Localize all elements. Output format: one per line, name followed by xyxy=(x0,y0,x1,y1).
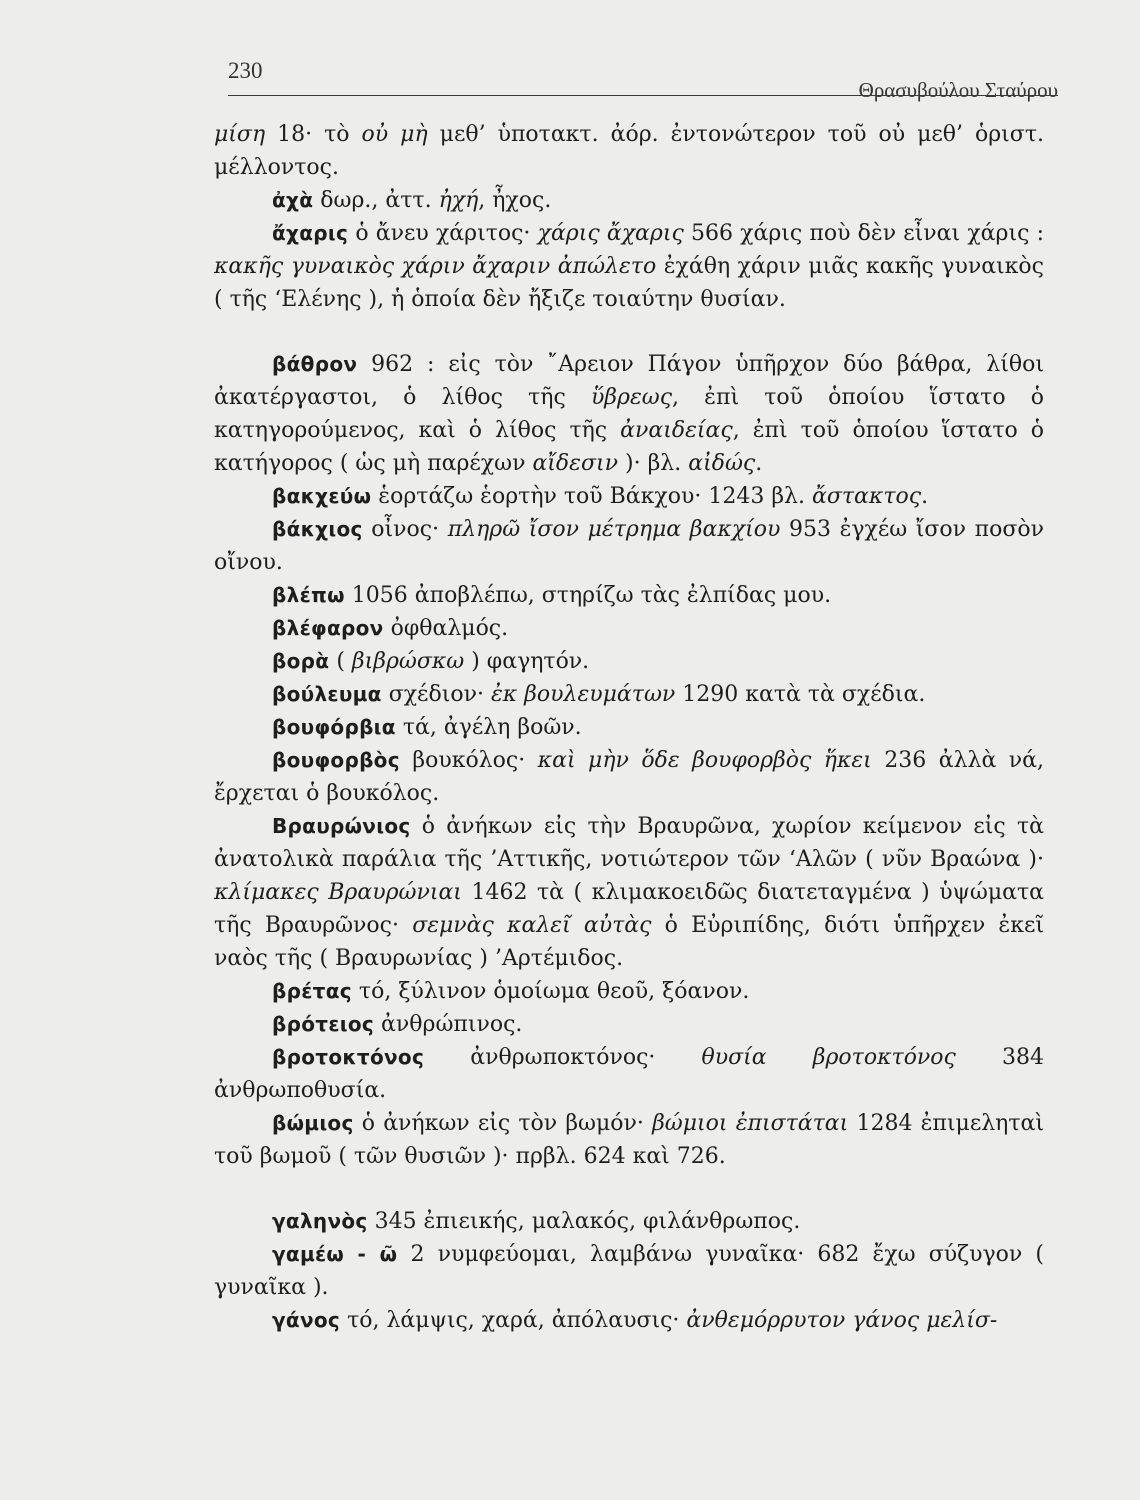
entry-headword: γαληνὸς xyxy=(272,1209,368,1233)
entry-text: ( xyxy=(329,649,352,674)
entry-text: ὁ Εὐριπίδης, διότι ὑπῆρχεν ἐκεῖ ναὸς τῆς ( Βραυρωνίας ) ’Αρτέμιδος. xyxy=(214,913,1044,971)
entry-headword: βάθρον xyxy=(272,352,358,376)
glossary-entry xyxy=(214,1238,1044,1304)
entry-text: ἑορτάζω ἑορτὴν τοῦ Βάκχου· 1243 βλ. xyxy=(371,484,812,509)
entry-text: ὁ ἀνήκων εἰς τὸν βωμόν· xyxy=(353,1111,653,1136)
entry-text: ὁ ἀνήκων εἰς τὴν Βραυρῶνα, χωρίον κείμενον εἰς τὰ ἀνατολικὰ παράλια τῆς ’Αττικῆς, νοτιώτερον τῶν ‘Αλῶν ( νῦν Βραώνα )· xyxy=(214,814,1044,872)
entry-headword: βροτοκτόνος xyxy=(272,1045,425,1069)
entry-text: , ἐπὶ τοῦ ὁποίου ἵστατο ὁ κατηγορούμενος, καὶ ὁ λίθος τῆς xyxy=(214,385,1044,443)
glossary-entry xyxy=(214,975,1044,1008)
entry-quotation: βώμιοι ἐπιστάται xyxy=(652,1111,849,1136)
entry-text: 2 νυμφεύομαι, λαμβάνω γυναῖκα· 682 ἔχω σύζυγον ( γυναῖκα ). xyxy=(214,1242,1044,1300)
entry-headword: βάκχιος xyxy=(272,517,363,541)
entry-headword: βούλευμα xyxy=(272,682,382,706)
entry-quotation: οὐ μὴ xyxy=(361,122,428,147)
entry-headword: βρότειος xyxy=(272,1012,375,1036)
glossary-entry xyxy=(214,217,1044,316)
glossary-entry xyxy=(214,612,1044,645)
entry-text: σχέδιον· xyxy=(381,682,491,707)
entry-text: . xyxy=(755,451,763,476)
entry-quotation: ἐκ βουλευμάτων xyxy=(490,682,676,707)
entry-quotation: σεμνὰς καλεῖ αὐτὰς xyxy=(412,913,652,938)
entry-headword: γαμέω - ῶ xyxy=(272,1242,398,1266)
entry-text: τό, ξύλινον ὁμοίωμα θεοῦ, ξόανον. xyxy=(351,979,750,1004)
entry-headword: βουφορβὸς xyxy=(272,748,400,772)
glossary-entry xyxy=(214,711,1044,744)
glossary-entry xyxy=(214,480,1044,513)
glossary-entry xyxy=(214,579,1044,612)
glossary-entry xyxy=(214,513,1044,579)
entry-headword: βακχεύω xyxy=(272,484,372,508)
entry-headword: βώμιος xyxy=(272,1111,354,1135)
entry-quotation: αἴδεσιν xyxy=(532,451,618,476)
entry-text: δωρ., ἀττ. xyxy=(313,188,439,213)
entry-headword: γάνος xyxy=(272,1308,341,1332)
entry-text: 384 ἀνθρωποθυσία. xyxy=(214,1045,1045,1103)
entry-text: τό, λάμψις, χαρά, ἀπόλαυσις· xyxy=(340,1308,687,1333)
entry-quotation: κακῆς γυναικὸς χάριν ἄχαριν ἀπώλετο xyxy=(214,254,657,279)
entry-text: ὁ ἄνευ χάριτος· xyxy=(348,221,538,246)
entry-headword: βουφόρβια xyxy=(272,715,396,739)
entry-headword: βορὰ xyxy=(272,649,330,673)
entry-quotation: βιβρώσκω xyxy=(351,649,465,674)
entry-quotation: πληρῶ ἴσον μέτρημα βακχίου xyxy=(447,517,781,542)
entry-text: 962 : εἰς τὸν ῎Αρειον Πάγον ὑπῆρχον δύο βάθρα, λίθοι ἀκατέργαστοι, ὁ λίθος τῆς xyxy=(214,352,1044,410)
entry-text: ἐχάθη χάριν μιᾶς κακῆς γυναικὸς ( τῆς ‘Ελένης ), ἡ ὁποία δὲν ἤξιζε τοιαύτην θυσίαν. xyxy=(214,254,1044,312)
entry-text: 1056 ἀποβλέπω, στηρίζω τὰς ἐλπίδας μου. xyxy=(344,583,832,608)
entry-quotation: καὶ μὴν ὅδε βουφορβὸς ἥκει xyxy=(537,748,872,773)
entry-headword: βλέπω xyxy=(272,583,345,607)
entry-text: τά, ἀγέλη βοῶν. xyxy=(395,715,582,740)
glossary-entry xyxy=(214,1041,1044,1107)
entry-quotation: χάρις ἄχαρις xyxy=(537,221,684,246)
entry-text: . xyxy=(921,484,929,509)
entry-headword: βλέφαρον xyxy=(272,616,384,640)
page-number: 230 xyxy=(228,58,263,83)
entry-text: 1290 κατὰ τὰ σχέδια. xyxy=(675,682,926,707)
glossary-entry xyxy=(214,1205,1044,1238)
entry-text: ) φαγητόν. xyxy=(464,649,590,674)
entry-text: 1462 τὰ ( κλιμακοειδῶς διατεταγμένα ) ὑψώματα τῆς Βραυρῶνος· xyxy=(214,880,1045,938)
entry-quotation: κλίμακες Βραυρώνιαι xyxy=(214,880,462,905)
entry-quotation: μίση xyxy=(214,122,266,147)
entry-text: οἶνος· xyxy=(362,517,448,542)
entry-text: ἀνθρώπινος. xyxy=(374,1012,523,1037)
entry-text: , ἐπὶ τοῦ ὁποίου ἵστατο ὁ κατήγορος ( ὡς μὴ παρέχων xyxy=(214,418,1044,476)
glossary-entry xyxy=(214,184,1044,217)
running-head: Θρασυβούλου Σταύρου xyxy=(858,78,1058,102)
entry-quotation: ἠχή xyxy=(438,188,479,213)
entry-quotation: ἀνθεμόρρυτον γάνος μελίσ- xyxy=(686,1308,998,1333)
glossary-entry xyxy=(214,1008,1044,1041)
entry-text: μεθ’ ὑποτακτ. ἀόρ. ἐντονώτερον τοῦ οὐ μεθ’ ὁριστ. μέλλοντος. xyxy=(214,122,1044,180)
entry-headword: Βραυρώνιος xyxy=(272,814,411,838)
entry-quotation: αἰδώς xyxy=(688,451,756,476)
entry-headword: βρέτας xyxy=(272,979,352,1003)
entry-quotation: ὕβρεως xyxy=(590,385,673,410)
entry-text: 345 ἐπιεικής, μαλακός, φιλάνθρωπος. xyxy=(367,1209,801,1234)
entry-text: ἀνθρωποκτόνος· xyxy=(424,1045,702,1070)
entry-text: 953 ἐγχέω ἴσον ποσὸν οἴνου. xyxy=(214,517,1045,575)
glossary-body xyxy=(214,118,1044,1337)
entry-text: βουκόλος· xyxy=(399,748,538,773)
entry-headword: ἀχὰ xyxy=(272,188,314,212)
entry-text: , ἦχος. xyxy=(478,188,552,213)
glossary-entry xyxy=(214,810,1044,975)
entry-text: )· βλ. xyxy=(618,451,689,476)
entry-text: 18· τὸ xyxy=(265,122,362,147)
entry-quotation: ἀναιδείας xyxy=(620,418,733,443)
entry-text: ὀφθαλμός. xyxy=(383,616,509,641)
glossary-entry xyxy=(214,678,1044,711)
glossary-entry xyxy=(214,744,1044,810)
entry-quotation: ἄστακτος xyxy=(811,484,922,509)
glossary-entry xyxy=(214,1304,1044,1337)
glossary-entry xyxy=(214,348,1044,480)
glossary-entry xyxy=(214,645,1044,678)
glossary-entry xyxy=(214,1107,1044,1173)
entry-text: 566 χάρις ποὺ δὲν εἶναι χάρις : xyxy=(683,221,1044,246)
entry-quotation: θυσία βροτοκτόνος xyxy=(701,1045,956,1070)
entry-text: 236 ἀλλὰ νά, ἔρχεται ὁ βουκόλος. xyxy=(214,748,1045,806)
entry-text: 1284 ἐπιμεληταὶ τοῦ βωμοῦ ( τῶν θυσιῶν )· πρβλ. 624 καὶ 726. xyxy=(214,1111,1044,1169)
header-rule xyxy=(228,95,1058,96)
glossary-entry xyxy=(214,118,1044,184)
entry-headword: ἄχαρις xyxy=(272,221,349,245)
